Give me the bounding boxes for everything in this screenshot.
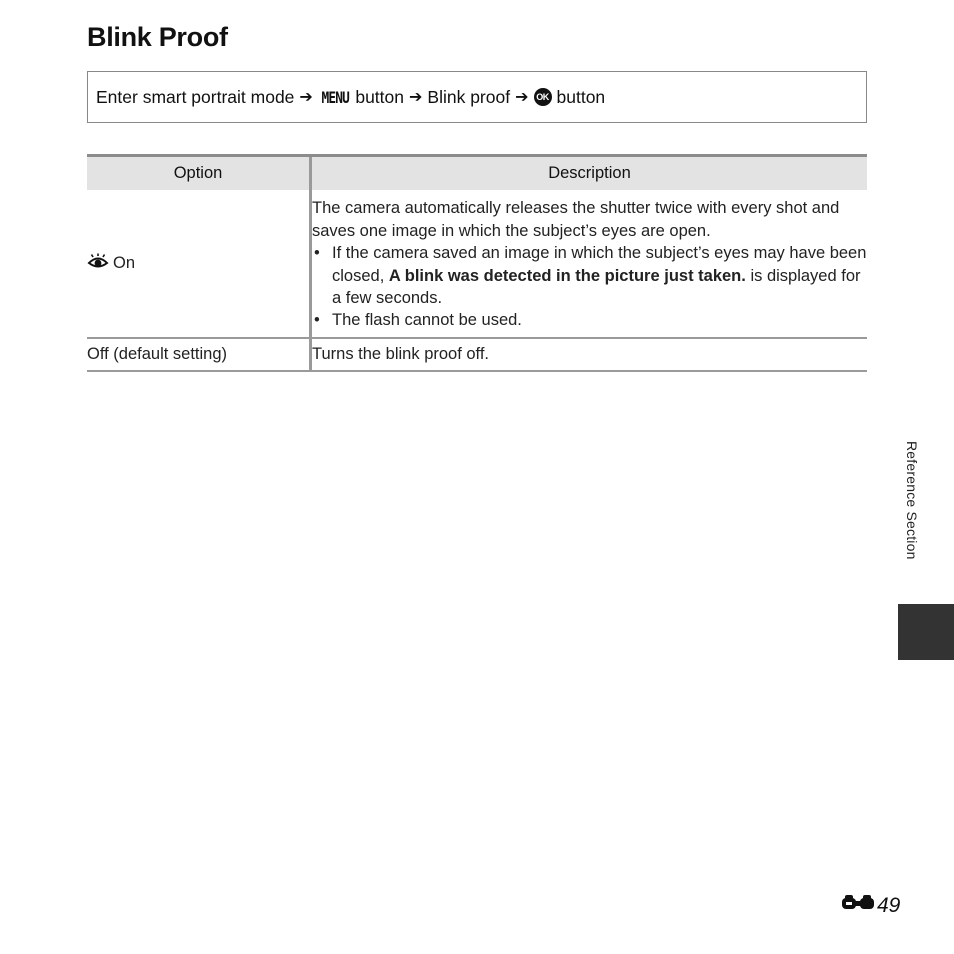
bullet-text: is displayed for a few seconds. [332,266,861,307]
table-row [87,338,867,371]
list-item [332,242,867,309]
arrow-right-icon: ➔ [409,89,423,106]
table-row [87,191,867,338]
list-item: • The flash cannot be used. [332,309,867,331]
ok-button-icon: OK [534,88,552,106]
option-cell-off: Off (default setting) [87,338,311,371]
option-cell-on [87,191,311,338]
blink-eye-icon [87,253,109,276]
description-bullets [312,242,867,332]
page-number [841,893,900,919]
binoculars-icon [841,893,875,919]
section-side-label: Reference Section [904,441,920,560]
menu-path-button-word: button [355,86,404,107]
menu-path-step-mode: Enter smart portrait mode [96,86,295,107]
table-header-row [87,156,867,192]
description-cell-off: Turns the blink proof off. [311,338,868,371]
menu-path-step-blink-proof: Blink proof [427,86,511,107]
option-label-on: On [113,254,136,272]
header-option: Option [87,156,311,192]
header-description: Description [311,156,868,192]
menu-button-glyph: MENU [321,87,349,107]
arrow-right-icon: ➔ [515,89,529,106]
menu-path-box [87,71,867,123]
page-number-value: 49 [877,894,901,917]
menu-path-button-word: button [556,86,606,107]
warning-message-text: A blink was detected in the picture just taken. [388,266,746,285]
description-intro: The camera automatically releases the shutter twice with every shot and saves one image in which the subject’s eyes are open. [312,199,840,240]
section-tab-marker [898,604,954,660]
arrow-right-icon: ➔ [299,89,313,106]
description-cell-on [311,191,868,338]
bullet-text: If the camera saved an image in which the subject’s eyes may have been closed, [332,244,867,285]
page-title: Blink Proof [87,22,228,52]
options-table [87,154,867,372]
